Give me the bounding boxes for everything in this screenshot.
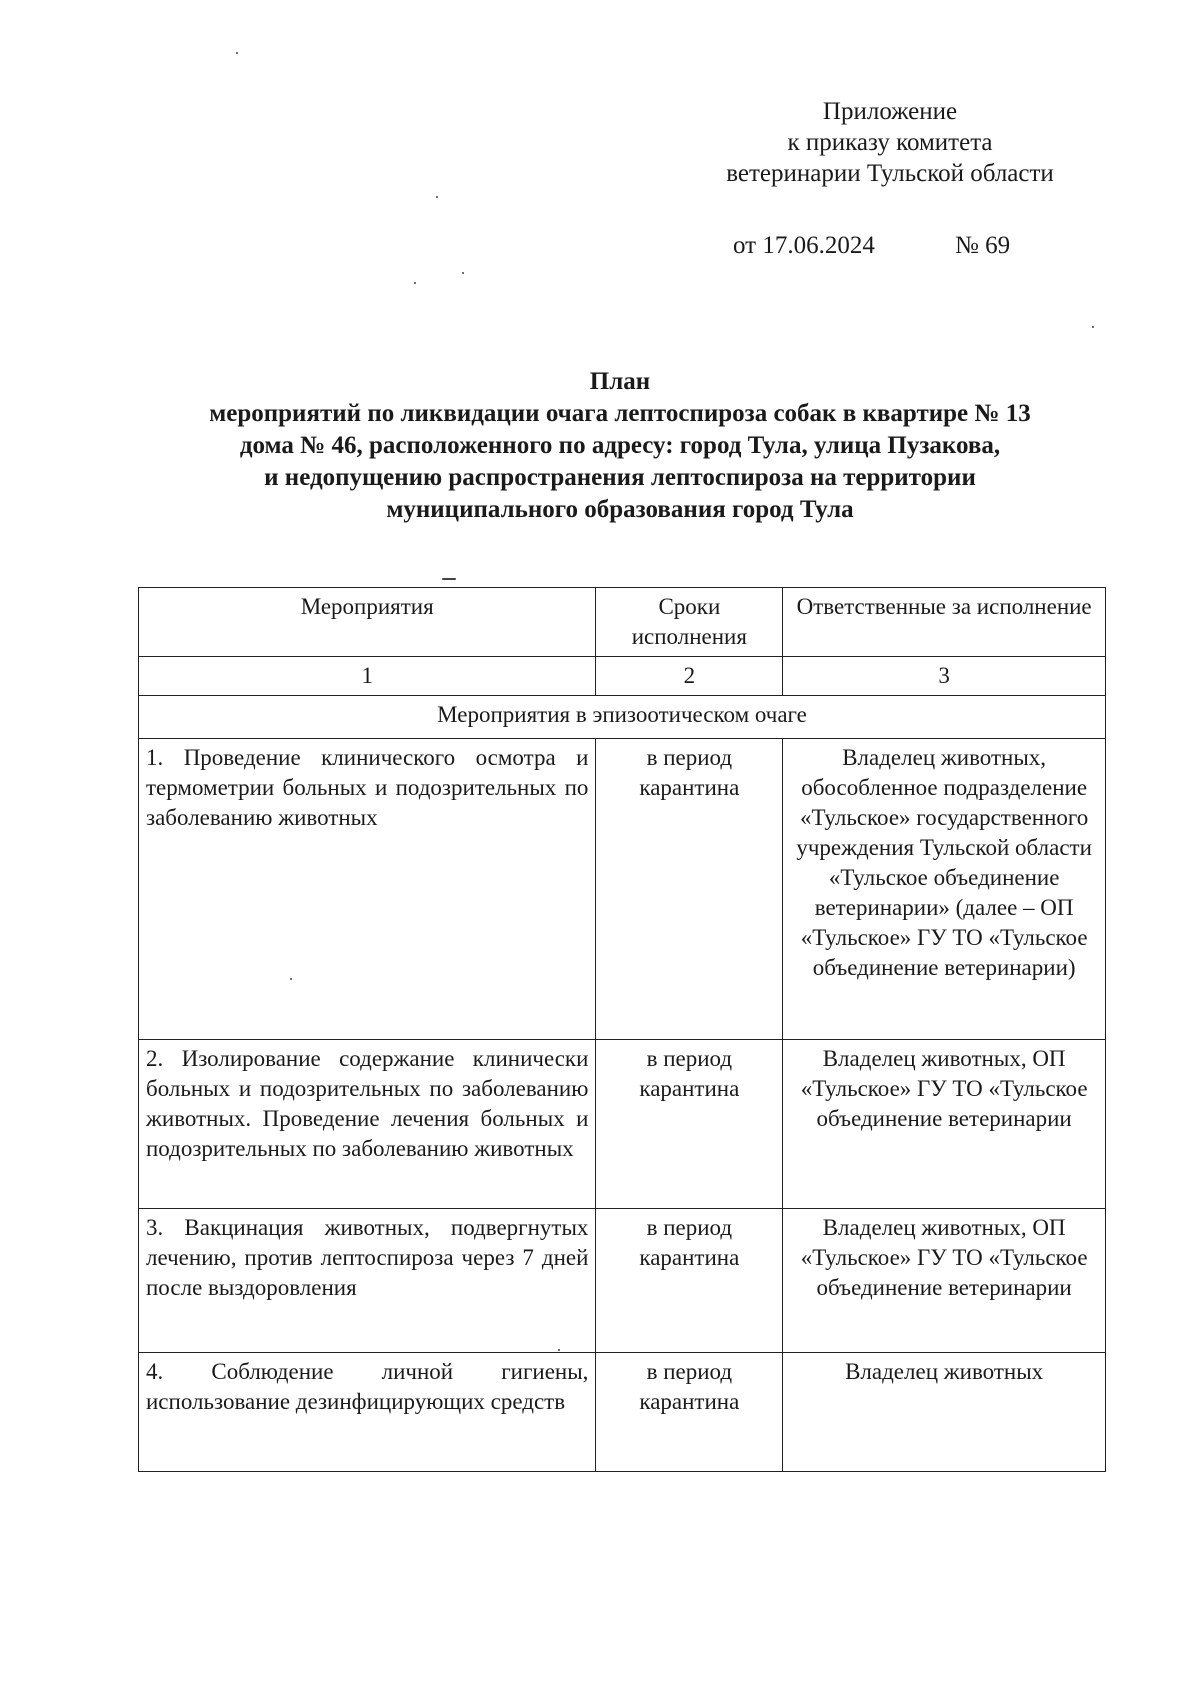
row-term: в период карантина	[596, 739, 783, 1040]
row-activity: 1. Проведение клинического осмотра и термометрии больных и подозрительных по заболеванию животных	[139, 739, 596, 1040]
appendix-line-3: ветеринарии Тульской области	[726, 160, 1054, 187]
title-line-3: дома № 46, расположенного по адресу: город Тула, улица Пузакова,	[239, 432, 1001, 459]
column-number-1: 1	[139, 657, 596, 696]
scan-speck	[414, 282, 416, 284]
scan-speck	[558, 1349, 560, 1351]
header-responsible: Ответственные за исполнение	[783, 588, 1106, 657]
title-line-1: План	[589, 368, 651, 395]
row-responsible: Владелец животных, обособленное подразделение «Тульское» государственного учреждения Тульской области «Тульское объединение ветеринарии» (далее – ОП «Тульское» ГУ ТО «Тульское объединение ветеринарии)	[783, 739, 1106, 1040]
table-row	[139, 1353, 1106, 1472]
column-number-3: 3	[783, 657, 1106, 696]
section-title: Мероприятия в эпизоотическом очаге	[139, 696, 1106, 739]
document-title	[140, 366, 1100, 526]
row-responsible: Владелец животных, ОП «Тульское» ГУ ТО «Тульское объединение ветеринарии	[783, 1209, 1106, 1353]
scan-speck	[236, 52, 238, 54]
column-number-2: 2	[596, 657, 783, 696]
scan-speck	[442, 578, 456, 580]
title-line-4: и недопущению распространения лептоспироза на территории	[264, 464, 976, 491]
header-activities: Мероприятия	[139, 588, 596, 657]
row-term: в период карантина	[596, 1209, 783, 1353]
scan-speck	[462, 272, 464, 274]
table-row	[139, 1209, 1106, 1353]
table-row	[139, 739, 1106, 1040]
row-term: в период карантина	[596, 1353, 783, 1472]
plan-table	[138, 587, 1106, 1472]
section-row	[139, 696, 1106, 739]
appendix-line-2: к приказу комитета	[787, 129, 993, 156]
scan-speck	[1092, 326, 1094, 328]
row-responsible: Владелец животных, ОП «Тульское» ГУ ТО «Тульское объединение ветеринарии	[783, 1040, 1106, 1209]
order-number: № 69	[955, 232, 1011, 259]
appendix-line-1: Приложение	[822, 98, 958, 125]
header-deadlines: Сроки исполнения	[596, 588, 783, 657]
row-activity: 3. Вакцинация животных, подвергнутых лечению, против лептоспироза через 7 дней после выздоровления	[139, 1209, 596, 1353]
row-activity: 4. Соблюдение личной гигиены, использование дезинфицирующих средств	[139, 1353, 596, 1472]
table-header-row	[139, 588, 1106, 657]
table-row	[139, 1040, 1106, 1209]
row-responsible: Владелец животных	[783, 1353, 1106, 1472]
row-term: в период карантина	[596, 1040, 783, 1209]
order-date: от 17.06.2024	[733, 232, 875, 259]
row-activity: 2. Изолирование содержание клинически больных и подозрительных по заболеванию животных. Проведение лечения больных и подозрительных по заболеванию животных	[139, 1040, 596, 1209]
scan-speck	[436, 196, 438, 198]
appendix-block	[660, 96, 1120, 189]
title-line-5: муниципального образования город Тула	[386, 496, 854, 523]
column-number-row	[139, 657, 1106, 696]
title-line-2: мероприятий по ликвидации очага лептоспироза собак в квартире № 13	[209, 400, 1031, 427]
scan-speck	[290, 978, 292, 980]
